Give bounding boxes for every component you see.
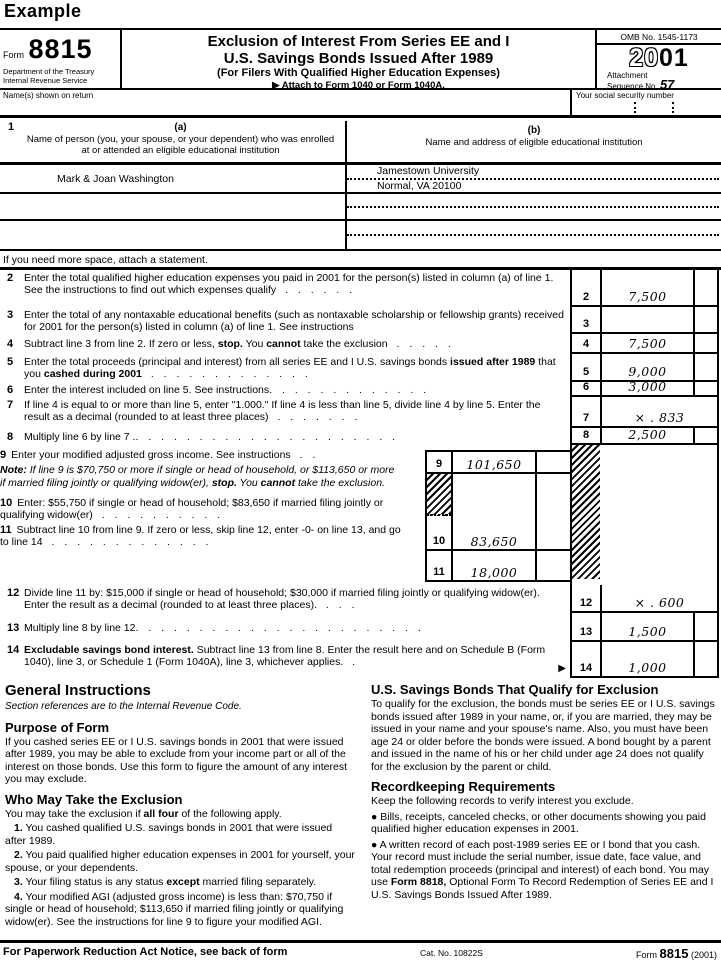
tax-year-solid: 01 — [659, 44, 689, 72]
institution-name[interactable] — [347, 221, 719, 236]
line10-amount: 83,650 — [470, 534, 518, 549]
line14-text — [0, 642, 570, 678]
tax-year — [597, 45, 721, 71]
line7-decimal-field[interactable] — [600, 397, 719, 428]
omb-number: OMB No. 1545-1173 — [597, 30, 721, 45]
institution-field[interactable] — [345, 221, 721, 249]
hatched-area — [427, 474, 451, 516]
line7-decimal: × . 833 — [634, 410, 685, 425]
institution-name[interactable] — [347, 194, 719, 208]
form-line-2 — [0, 270, 721, 307]
hatched-area — [570, 445, 600, 585]
table-row — [0, 221, 721, 251]
line11-amount: 18,000 — [470, 565, 518, 580]
line9-cents-field[interactable] — [537, 452, 570, 472]
ssn-separator — [672, 102, 674, 113]
dot-leader: . . . . . . . . . . . . . — [42, 536, 210, 548]
name-ssn-row — [0, 90, 721, 118]
line2-number: 2 — [7, 272, 14, 284]
line2-cents-field[interactable] — [693, 270, 719, 307]
name-field[interactable]: Name(s) shown on return — [3, 91, 94, 100]
section-references: Section references are to the Internal Revenue Code. — [5, 701, 242, 712]
who-may-take-intro: You may take the exclusion if all four of the following apply. — [5, 807, 282, 820]
dot-leader: . . . . . . — [276, 284, 354, 296]
recordkeeping-intro: Keep the following records to verify interest you exclude. — [371, 795, 634, 807]
form-line-13 — [0, 613, 721, 642]
line6-amount-field[interactable] — [600, 379, 693, 397]
purpose-of-form-body: If you cashed series EE or I U.S. savings bonds in 2001 that were issued after 1989, you may be able to exclude from your income part or all of the interest on those bonds. Use this form to figure the amount of any interest you may exclude. — [5, 735, 348, 785]
line3-text — [0, 307, 570, 334]
form-title-line2: U.S. Savings Bonds Issued After 1989 — [223, 50, 494, 67]
line8-amount: 2,500 — [628, 427, 667, 442]
ssn-separator — [634, 102, 636, 113]
line4-amount-field[interactable] — [600, 334, 693, 354]
form-line-3 — [0, 307, 721, 334]
line11-box-number: 11 — [427, 551, 453, 580]
ssn-field[interactable] — [570, 90, 721, 115]
line12-decimal: × . 600 — [634, 595, 685, 610]
sequence-label: Sequence No. — [607, 82, 658, 91]
line14-cents-field[interactable] — [693, 642, 719, 678]
line5-number: 5 — [7, 356, 14, 368]
line6-amount: 3,000 — [628, 379, 667, 394]
line8-text — [0, 428, 570, 445]
col-a-letter: (a) — [174, 122, 187, 133]
ssn-label: Your social security number — [576, 91, 674, 100]
line3-number: 3 — [7, 309, 14, 321]
form-title-line1: Exclusion of Interest From Series EE and I — [207, 33, 510, 50]
purpose-of-form-title: Purpose of Form — [5, 719, 110, 735]
attachment-sequence — [597, 71, 721, 91]
catalog-number: Cat. No. 10822S — [420, 948, 483, 958]
who-may-take-title: Who May Take the Exclusion — [5, 791, 183, 807]
record-bullet-2: ● A written record of each post-1989 series EE or I bond that you cash. Your record must include the serial number, issue date, face value, and total redemption proceeds (principal and interest) of each bond. You may use Form 8818, Optional Form To Record Redemption of Series EE and I U.S. Savings Bonds Issued After 1989. — [371, 838, 714, 901]
line9-number: 9 — [0, 449, 7, 461]
line10-amount-field[interactable] — [453, 474, 537, 549]
col-a-caption: Name of person (you, your spouse, or your dependent) who was enrolled at or attended an eligible educational institution — [26, 133, 335, 156]
form-line-14 — [0, 642, 721, 678]
agency-block — [3, 67, 94, 85]
line1-col-b-header — [345, 121, 721, 162]
line6-number: 6 — [7, 383, 14, 396]
attachment-label: Attachment — [607, 71, 648, 80]
line13-text — [0, 613, 570, 642]
lines9-11-text — [0, 445, 570, 585]
col-b-letter: (b) — [527, 125, 541, 136]
line1-number: 1 — [8, 121, 15, 133]
line5-text — [0, 354, 570, 382]
bullet-icon: ● — [371, 838, 378, 851]
lines9-11-value-box — [425, 450, 570, 582]
recordkeeping-title: Recordkeeping Requirements — [371, 779, 556, 794]
line8-box-number: 8 — [570, 428, 600, 445]
more-space-note: If you need more space, attach a statement. — [0, 251, 721, 270]
form-body — [0, 270, 721, 678]
line5-body: Enter the total proceeds (principal and interest) from all series EE and I U.S. savings bonds issued after 1989 that you cashed during 2001 . . . . . . . . . . . . . — [24, 356, 556, 380]
line10-text — [0, 497, 405, 521]
line11-text — [0, 524, 405, 548]
line7-text — [0, 397, 570, 428]
line14-amount: 1,000 — [628, 660, 667, 675]
sequence-number: 57 — [659, 77, 675, 92]
bullet-icon: ● — [371, 810, 378, 823]
line3-box-number: 3 — [570, 307, 600, 334]
line5-box-number: 5 — [570, 354, 600, 382]
form-line-7 — [0, 397, 721, 428]
line9-value-row — [427, 452, 570, 474]
line1-header — [0, 121, 721, 165]
line3-cents-field[interactable] — [693, 307, 719, 334]
line11-body: Subtract line 10 from line 9. If zero or less, skip line 12, enter -0- on line 13, and go to line 14 — [0, 524, 401, 548]
line7-box-number: 7 — [570, 397, 600, 428]
condition-item-4: 4. Your modified AGI (adjusted gross income) is less than: $70,750 if single or head of household; $113,650 if married filing jointly or qualifying widow(er). See the instructions for line 9 to figure your modified AGI. — [5, 890, 344, 928]
institution-address[interactable] — [347, 236, 721, 249]
form-lines-9-to-11 — [0, 445, 721, 585]
person-name-field[interactable]: Mark & Joan Washington — [57, 172, 174, 185]
line4-text — [0, 334, 570, 354]
form-line-5 — [0, 354, 721, 382]
form-line-6 — [0, 379, 721, 397]
line10-cents-field[interactable] — [537, 474, 570, 549]
line4-box-number: 4 — [570, 334, 600, 354]
agency-line2: Internal Revenue Service — [3, 76, 88, 85]
line9-amount: 101,650 — [466, 457, 522, 472]
line12-box-number: 12 — [570, 585, 600, 613]
institution-address[interactable] — [347, 208, 721, 220]
dot-leader: . . . . . . . . . . . . . — [269, 383, 428, 396]
line11-number: 11 — [0, 524, 12, 536]
dot-leader: . . . . . . . — [268, 411, 359, 423]
form-header — [0, 28, 721, 90]
person-name-field[interactable] — [0, 194, 345, 219]
line9-note: Note: If line 9 is $70,750 or more if single or head of household, or $113,650 or more if married filing jointly or qualifying widow(er), stop. You cannot take the exclusion. — [0, 464, 395, 489]
paperwork-notice: For Paperwork Reduction Act Notice, see back of form — [3, 946, 288, 958]
attach-instruction: ▶ Attach to Form 1040 or Form 1040A. — [272, 80, 445, 91]
line7-body: If line 4 is equal to or more than line 5, enter "1.000." If line 4 is less than line 5, divide line 4 by line 5. Enter the result as a decimal (rounded to at least three places) — [24, 399, 541, 423]
institution-field[interactable] — [345, 165, 721, 192]
line9-amount-field[interactable] — [453, 452, 537, 472]
col-b-caption: Name and address of eligible educational institution — [425, 136, 643, 148]
line2-box-number: 2 — [570, 270, 600, 307]
form-footer-id: Form 8815 (2001) — [636, 946, 717, 961]
line11-value-row — [427, 551, 570, 582]
line12-text — [0, 585, 570, 613]
line4-number: 4 — [7, 338, 14, 350]
line5-amount-field[interactable] — [600, 354, 693, 382]
form-line-4 — [0, 334, 721, 354]
form-line-8 — [0, 428, 721, 445]
line1-table — [0, 121, 721, 270]
example-label: Example — [4, 1, 82, 21]
line7-number: 7 — [7, 399, 14, 411]
instructions-left-column — [5, 682, 355, 938]
line14-box-number: 14 — [570, 642, 600, 678]
form-line-12 — [0, 585, 721, 613]
line13-number: 13 — [7, 621, 20, 634]
condition-item-3: 3. Your filing status is any status except married filing separately. — [14, 876, 317, 888]
line13-cents-field[interactable] — [693, 613, 719, 642]
form-word: Form — [3, 50, 24, 60]
line1-col-a-header — [0, 121, 345, 162]
line9-box-number: 9 — [427, 452, 453, 472]
line5-cents-field[interactable] — [693, 354, 719, 382]
line8-number: 8 — [7, 430, 14, 443]
dot-leader: . . . . . . . . . . . . . . . . . . . . . — [135, 430, 397, 443]
line11-amount-field[interactable] — [453, 551, 537, 580]
line12-number: 12 — [7, 587, 20, 599]
form-subtitle: (For Filers With Qualified Higher Education Expenses) — [217, 67, 500, 79]
line10-value-row — [427, 474, 570, 551]
line6-cents-field[interactable] — [693, 382, 719, 397]
form-footer — [0, 940, 721, 963]
line4-amount: 7,500 — [628, 336, 667, 351]
line9-text — [0, 449, 396, 461]
line6-box-number: 6 — [570, 382, 600, 397]
line2-amount: 7,500 — [628, 289, 667, 304]
line8-body: Multiply line 6 by line 7 . — [24, 430, 136, 443]
dot-leader: . . . . . . . . . . . . . . . . . . . . . . . — [135, 621, 422, 634]
arrow-right-icon: ▶ — [558, 663, 566, 674]
agency-line1: Department of the Treasury — [3, 67, 95, 76]
dot-leader: . . . . . . . . . . — [92, 509, 222, 521]
qualify-title: U.S. Savings Bonds That Qualify for Exclusion — [371, 682, 659, 697]
line14-amount-field[interactable] — [600, 642, 693, 678]
lines9-11-empty-cell — [600, 445, 719, 585]
record-bullet-1: ● Bills, receipts, canceled checks, or other documents showing you paid qualified higher education expenses in 2001. — [371, 810, 706, 835]
instructions-section — [5, 682, 717, 938]
line6-body: Enter the interest included on line 5. See instructions — [24, 383, 270, 396]
instructions-right-column — [371, 682, 717, 938]
form-number: 8815 — [28, 34, 93, 64]
line10-box-number: 10 — [427, 474, 453, 549]
line14-body: Excludable savings bond interest. Subtract line 13 from line 8. Enter the result here and on Schedule B (Form 1040), line 3, or Schedule 1 (Form 1040A), line 3, whichever applies. . — [24, 644, 546, 668]
line2-text — [0, 270, 570, 307]
dot-leader: . . . — [317, 599, 356, 611]
table-row — [0, 194, 721, 221]
condition-item-2: 2. You paid qualified higher education expenses in 2001 for yourself, your spouse, or your dependents. — [5, 849, 355, 874]
line3-amount-field[interactable] — [600, 307, 693, 334]
line11-cents-field[interactable] — [537, 551, 570, 580]
line6-text — [0, 382, 570, 397]
table-row — [0, 165, 721, 194]
line2-amount-field[interactable] — [600, 270, 693, 307]
line4-body: Subtract line 3 from line 2. If zero or less, stop. You cannot take the exclusion . . . . . — [24, 338, 452, 350]
institution-field[interactable] — [345, 194, 721, 219]
dot-leader: . . — [290, 449, 317, 461]
form-id-block — [0, 30, 122, 88]
institution-address[interactable]: Normal, VA 20100 — [377, 179, 462, 192]
omb-block — [595, 30, 721, 92]
general-instructions-title: General Instructions — [5, 682, 151, 699]
line13-amount-field[interactable] — [600, 613, 693, 642]
institution-name[interactable]: Jamestown University — [347, 165, 719, 180]
line9-body: Enter your modified adjusted gross income. See instructions — [11, 449, 291, 461]
line13-body: Multiply line 8 by line 12 — [24, 621, 136, 634]
person-name-field[interactable] — [0, 221, 345, 249]
line13-amount: 1,500 — [628, 624, 667, 639]
line13-box-number: 13 — [570, 613, 600, 642]
tax-year-outlined: 20 — [629, 44, 659, 72]
form-title-block — [122, 30, 595, 91]
condition-item-1: 1. You cashed qualified U.S. savings bonds in 2001 that were issued after 1989. — [5, 822, 333, 847]
line12-body: Divide line 11 by: $15,000 if single or head of household; $30,000 if married filing jointly or qualifying widow(er). Enter the result as a decimal (rounded to at least three places). — [24, 587, 540, 611]
line8-cents-field[interactable] — [693, 428, 719, 445]
line4-cents-field[interactable] — [693, 334, 719, 354]
line10-body: Enter: $55,750 if single or head of household; $83,650 if married filing jointly or qualifying widow(er) — [0, 497, 384, 521]
line3-body: Enter the total of any nontaxable educational benefits (such as nontaxable scholarship or fellowship grants) received for 2001 for the person(s) listed in column (a) of line 1. See instructions — [24, 309, 564, 333]
line14-number: 14 — [7, 644, 20, 656]
qualify-body: To qualify for the exclusion, the bonds must be series EE or I U.S. savings bonds issued after 1989 in your name, or, if you are married, they may be issued in your name and your spouse's name. Also, you must have been age 24 or older before the bonds were issued. A bond bought by a parent and issued in the name of his or her child under age 24 does not qualify for the exclusion by the parent or child. — [371, 698, 715, 773]
line5-amount: 9,000 — [628, 364, 667, 379]
line2-body: Enter the total qualified higher education expenses you paid in 2001 for the person(s) listed in column (a) of line 1. See the instructions to find out which expenses qualify — [24, 272, 554, 296]
line10-number: 10 — [0, 497, 13, 509]
line8-amount-field[interactable] — [600, 428, 693, 445]
line12-decimal-field[interactable] — [600, 585, 719, 613]
